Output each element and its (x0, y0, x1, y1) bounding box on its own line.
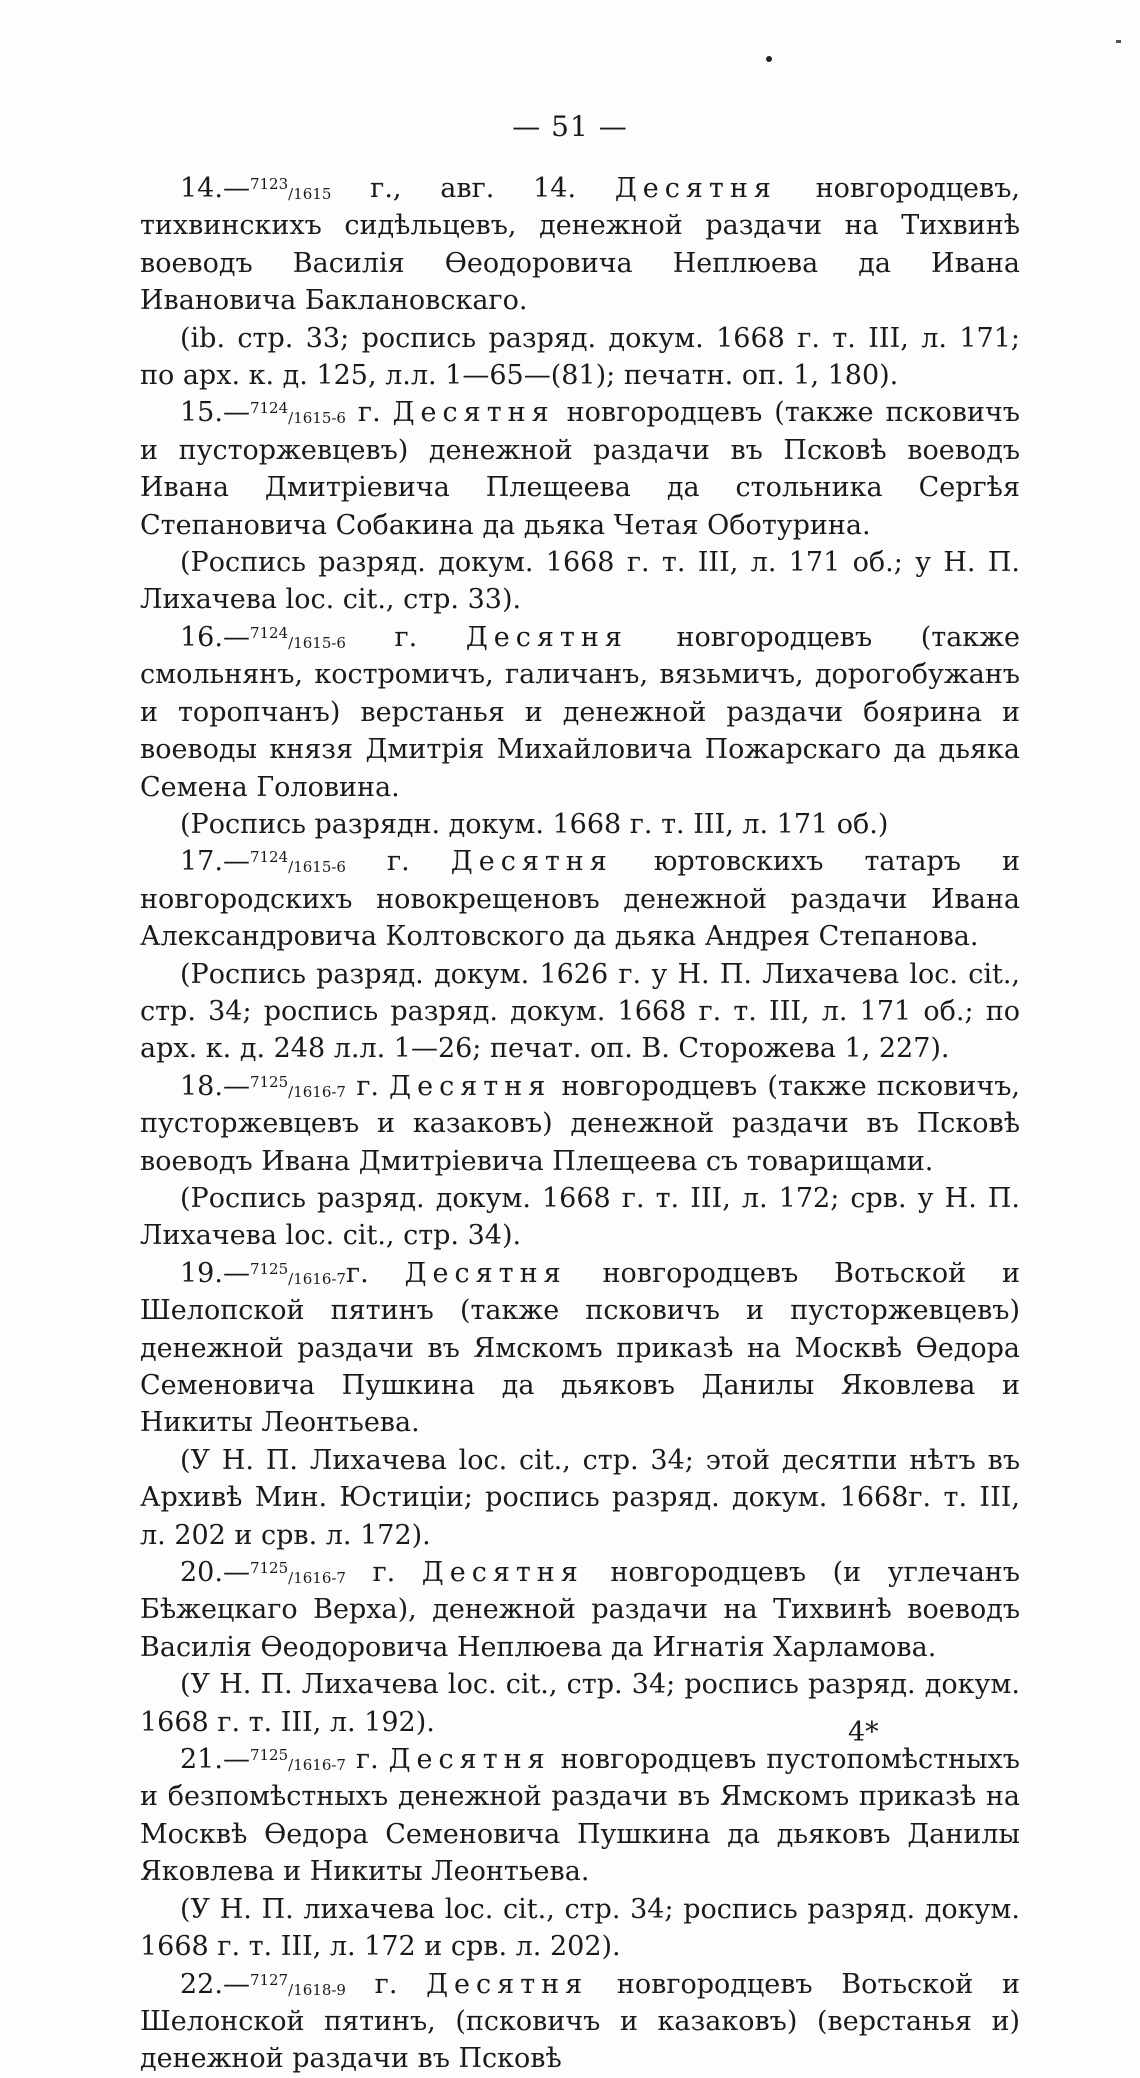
year-denominator: /1618-9 (288, 1980, 346, 1999)
year-denominator: /1615 (288, 185, 332, 203)
entry-15 (140, 394, 1020, 544)
year-denominator: /1615-6 (288, 858, 346, 877)
entry-21 (140, 1741, 1020, 1891)
entry-date: г. (345, 621, 466, 653)
entry-number: 22.— (180, 1968, 250, 2000)
page-number: — 51 — (512, 110, 628, 143)
entry-text: новгородцевъ Вотьской и Шелопской пятинъ (также псковичъ и пусторжевцевъ) денежной раздачи въ Ямскомъ приказѣ на Москвѣ Ѳедора Семеновича Пушкина да дьяковъ Данилы Яковлева и Никиты Леонтьева. (140, 1257, 1020, 1439)
entry-number: 18.— (180, 1070, 250, 1102)
entry-term: Десятня (426, 1968, 589, 2000)
entry-19 (140, 1255, 1020, 1442)
entry-term: Десятня (450, 846, 613, 878)
entry-text: новгородцевъ (и углечанъ Бѣжецкаго Верха), денежной раздачи на Тихвинѣ воеводъ Василія Ѳеодоровича Неплюева да Игнатія Харламова. (140, 1557, 1020, 1663)
entry-date: г. (345, 1557, 422, 1589)
year-numerator: 7125 (249, 1746, 289, 1765)
entry-date: г. (345, 846, 451, 878)
entry-number: 14.— (180, 173, 250, 204)
entry-text: новгородцевъ (также псковичъ, пусторжевцевъ и казаковъ) денежной раздачи въ Псковѣ воеводъ Ивана Дмитріевича Плещеева съ товарищами. (140, 1070, 1020, 1177)
year-numerator: 7123 (249, 175, 289, 193)
ink-speck (766, 56, 772, 62)
entry-14 (140, 170, 1020, 320)
entry-reference: (У Н. П. Лихачева loc. cit., стр. 34; роспись разряд. докум. 1668 г. т. III, л. 192). (140, 1669, 1020, 1738)
entry-text: новгородцевъ, тихвинскихъ сидѣльцевъ, денежной раздачи на Тихвинѣ воеводъ Василія Ѳеодоровича Неплюева да Ивана Ивановича Баклановскаго. (140, 173, 1021, 317)
entry-date: г. (345, 1070, 390, 1102)
entry-date: г. (345, 397, 393, 429)
entry-reference: (Роспись разряд. докум. 1668 г. т. III, л. 172; срв. у Н. П. Лихачева loc. cit., стр. 34). (140, 1182, 1020, 1252)
entry-reference: (Роспись разрядн. докум. 1668 г. т. III, л. 171 об.) (180, 808, 889, 840)
entry-number: 21.— (180, 1744, 250, 1776)
entry-term: Десятня (614, 173, 777, 204)
year-numerator: 7124 (249, 399, 289, 418)
entry-reference: (ib. стр. 33; роспись разряд. докум. 1668 г. т. III, л. 171; по арх. к. д. 125, л.л. 1—65—(81); печатн. оп. 1, 180). (140, 322, 1020, 392)
year-denominator: /1616-7 (288, 1569, 346, 1588)
year-denominator: /1615-6 (288, 409, 346, 428)
entry-date: г. (345, 1257, 405, 1289)
entry-number: 15.— (180, 397, 250, 429)
entry-term: Десятня (465, 621, 628, 653)
entry-reference: (У Н. П. лихачева loc. cit., стр. 34; роспись разряд. докум. 1668 г. т. III, л. 172 и срв. л. 202). (140, 1893, 1020, 1963)
year-denominator: /1616-7 (288, 1756, 346, 1775)
entry-term: Десятня (421, 1557, 584, 1589)
entry-20 (140, 1554, 1020, 1666)
year-numerator: 7125 (249, 1072, 289, 1091)
entry-date: г. (345, 1968, 427, 2000)
entry-number: 20.— (180, 1557, 250, 1589)
year-denominator: /1616-7 (288, 1269, 346, 1288)
entry-reference: (Роспись разряд. докум. 1668 г. т. III, л. 171 об.; у Н. П. Лихачева loc. cit., стр. 33). (140, 547, 1020, 616)
entry-18 (140, 1068, 1020, 1180)
year-denominator: /1616-7 (288, 1082, 346, 1101)
entry-number: 16.— (180, 621, 250, 653)
year-numerator: 7125 (249, 1259, 289, 1278)
edge-mark (1116, 40, 1121, 43)
entry-reference: (У Н. П. Лихачева loc. cit., стр. 34; этой десятпи нѣтъ въ Архивѣ Мин. Юстиціи; роспись разряд. докум. 1668г. т. III, л. 202 и срв. л. 172). (140, 1444, 1020, 1551)
signature-mark: 4* (848, 1717, 879, 1748)
entry-reference: (Роспись разряд. докум. 1626 г. у Н. П. Лихачева loc. cit., стр. 34; роспись разряд. докум. 1668 г. т. III, л. 171 об.; по арх. к. д. 248 л.л. 1—26; печат. оп. В. Сторожева 1, 227). (140, 958, 1020, 1065)
entry-17 (140, 843, 1020, 955)
entry-text: юртовскихъ татаръ и новгородскихъ новокрещеновъ денежной раздачи Ивана Александровича Колтовского да дьяка Андрея Степанова. (140, 846, 1020, 953)
year-numerator: 7124 (249, 623, 289, 642)
entry-text: новгородцевъ (также смольнянъ, костромичъ, галичанъ, вязьмичъ, дорогобужанъ и торопчанъ) верстанья и денежной раздачи боярина и воеводы князя Дмитрія Михайловича Пожарскаго да дьяка Семена Головина. (140, 621, 1020, 803)
entry-term: Десятня (388, 1744, 551, 1776)
entry-22 (140, 1966, 1020, 2078)
year-numerator: 7124 (249, 848, 289, 867)
entry-text: новгородцевъ (также псковичъ и пусторжевцевъ) денежной раздачи въ Псковѣ воеводъ Ивана Дмитріевича Плещеева да стольника Сергѣя Степановича Собакина да дьяка Четая Оботурина. (140, 397, 1020, 541)
entry-term: Десятня (389, 1070, 552, 1102)
entry-date: г. (345, 1744, 389, 1776)
entry-date: г., авг. 14. (331, 173, 615, 204)
entry-text: новгородцевъ Вотьской и Шелонской пятинъ, (псковичъ и казаковъ) (верстанья и) денежной раздачи въ Псковѣ (140, 1968, 1020, 2075)
entry-term: Десятня (392, 397, 555, 429)
year-numerator: 7125 (249, 1559, 289, 1578)
entry-number: 17.— (180, 846, 250, 878)
entry-16 (140, 619, 1020, 806)
entry-term: Десятня (404, 1257, 567, 1289)
entry-text: новгородцевъ пустопомѣстныхъ и безпомѣстныхъ денежной раздачи въ Ямскомъ приказѣ на Москвѣ Ѳедора Семеновича Пушкина да дьяковъ Данилы Яковлева и Никиты Леонтьева. (140, 1744, 1020, 1888)
year-numerator: 7127 (249, 1970, 289, 1989)
entry-number: 19.— (180, 1257, 250, 1289)
document-body (140, 170, 1020, 2078)
year-denominator: /1615-6 (288, 633, 346, 652)
